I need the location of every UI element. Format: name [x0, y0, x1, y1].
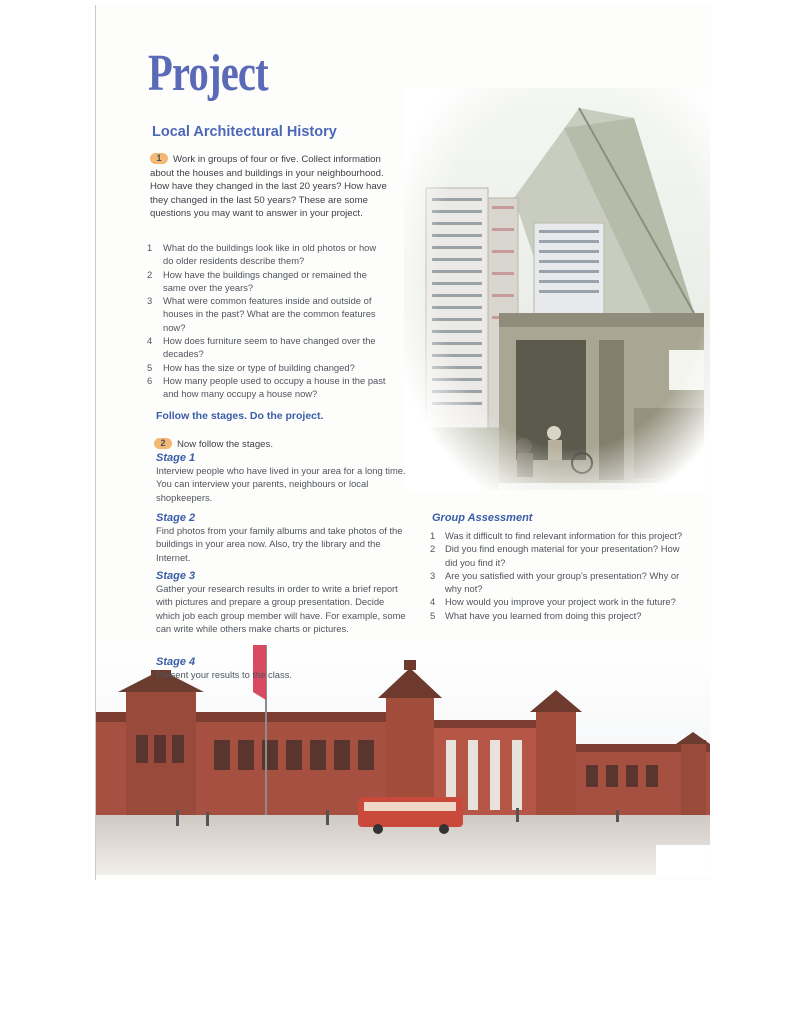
item-text: How have the buildings changed or remained the same over the years? [163, 268, 367, 293]
task-1-badge: 1 [150, 153, 168, 164]
list-item [430, 595, 692, 608]
stage-2 [156, 512, 406, 564]
stage-title: Stage 3 [156, 570, 196, 582]
item-text: How does furniture seem to have changed over the decades? [163, 335, 376, 360]
stage-4 [156, 656, 406, 681]
list-item [147, 241, 389, 268]
item-number: 5 [147, 361, 153, 373]
assessment-list [430, 529, 692, 622]
stage-text: Find photos from your family albums and take photos of the buildings in your area now. Also, try the library and the Internet. [156, 525, 403, 563]
task-2-badge: 2 [154, 438, 172, 449]
stage-3 [156, 570, 406, 635]
stage-1 [156, 452, 406, 504]
section-subtitle: Local Architectural History [152, 124, 337, 140]
item-text: How has the size or type of building changed? [163, 361, 355, 373]
list-item [430, 542, 692, 569]
item-number: 1 [430, 530, 436, 541]
buildings-photo [404, 88, 710, 490]
task-1-instructions [150, 153, 388, 221]
stage-title: Stage 4 [156, 656, 196, 668]
task-1-text: Work in groups of four or five. Collect information about the houses and buildings in your neighbourhood. How have they changed in the last 20 years? How have they changed in the last 50 years? These are some questions you may want to answer in your project. [150, 154, 387, 219]
list-item [430, 609, 692, 622]
item-number: 2 [430, 543, 436, 555]
list-item [430, 529, 692, 542]
stage-text: Interview people who have lived in your area for a long time. You can interview your parents, neighbours or local shopkeepers. [156, 465, 406, 503]
stage-text: Present your results to the class. [156, 669, 292, 680]
item-number: 3 [430, 569, 436, 581]
item-number: 1 [147, 242, 153, 253]
item-number: 4 [430, 596, 436, 608]
item-text: What have you learned from doing this project? [445, 609, 642, 621]
task-2-instructions [154, 438, 273, 450]
group-assessment-title: Group Assessment [432, 512, 533, 524]
list-item [147, 361, 389, 374]
item-number: 4 [147, 335, 153, 347]
item-number: 2 [147, 268, 153, 280]
list-item [147, 268, 389, 295]
item-number: 6 [147, 374, 153, 386]
list-item [147, 294, 389, 334]
task-2-text: Now follow the stages. [177, 439, 273, 450]
item-text: Was it difficult to find relevant information for this project? [445, 530, 683, 541]
item-text: Are you satisfied with your group's presentation? Why or why not? [445, 569, 680, 595]
list-item [430, 569, 692, 596]
question-list [147, 241, 389, 401]
follow-heading: Follow the stages. Do the project. [156, 410, 324, 422]
item-number: 3 [147, 295, 153, 307]
item-text: Did you find enough material for your presentation? How did you find it? [445, 543, 680, 568]
item-text: What were common features inside and outside of houses in the past? What are the common features now? [163, 295, 376, 333]
stage-title: Stage 2 [156, 512, 196, 524]
item-text: How many people used to occupy a house in the past and how many occupy a house now? [163, 374, 386, 400]
page-title: Project [148, 45, 268, 102]
stage-title: Stage 1 [156, 452, 196, 464]
item-number: 5 [430, 609, 436, 621]
list-item [147, 374, 389, 401]
item-text: How would you improve your project work in the future? [445, 596, 676, 608]
item-text: What do the buildings look like in old photos or how do older residents describe them? [163, 242, 377, 267]
stage-text: Gather your research results in order to write a brief report with pictures and prepare a group presentation. Decide which job each group member will have. For example, some can write while others make charts or pictures. [156, 583, 406, 634]
list-item [147, 334, 389, 361]
